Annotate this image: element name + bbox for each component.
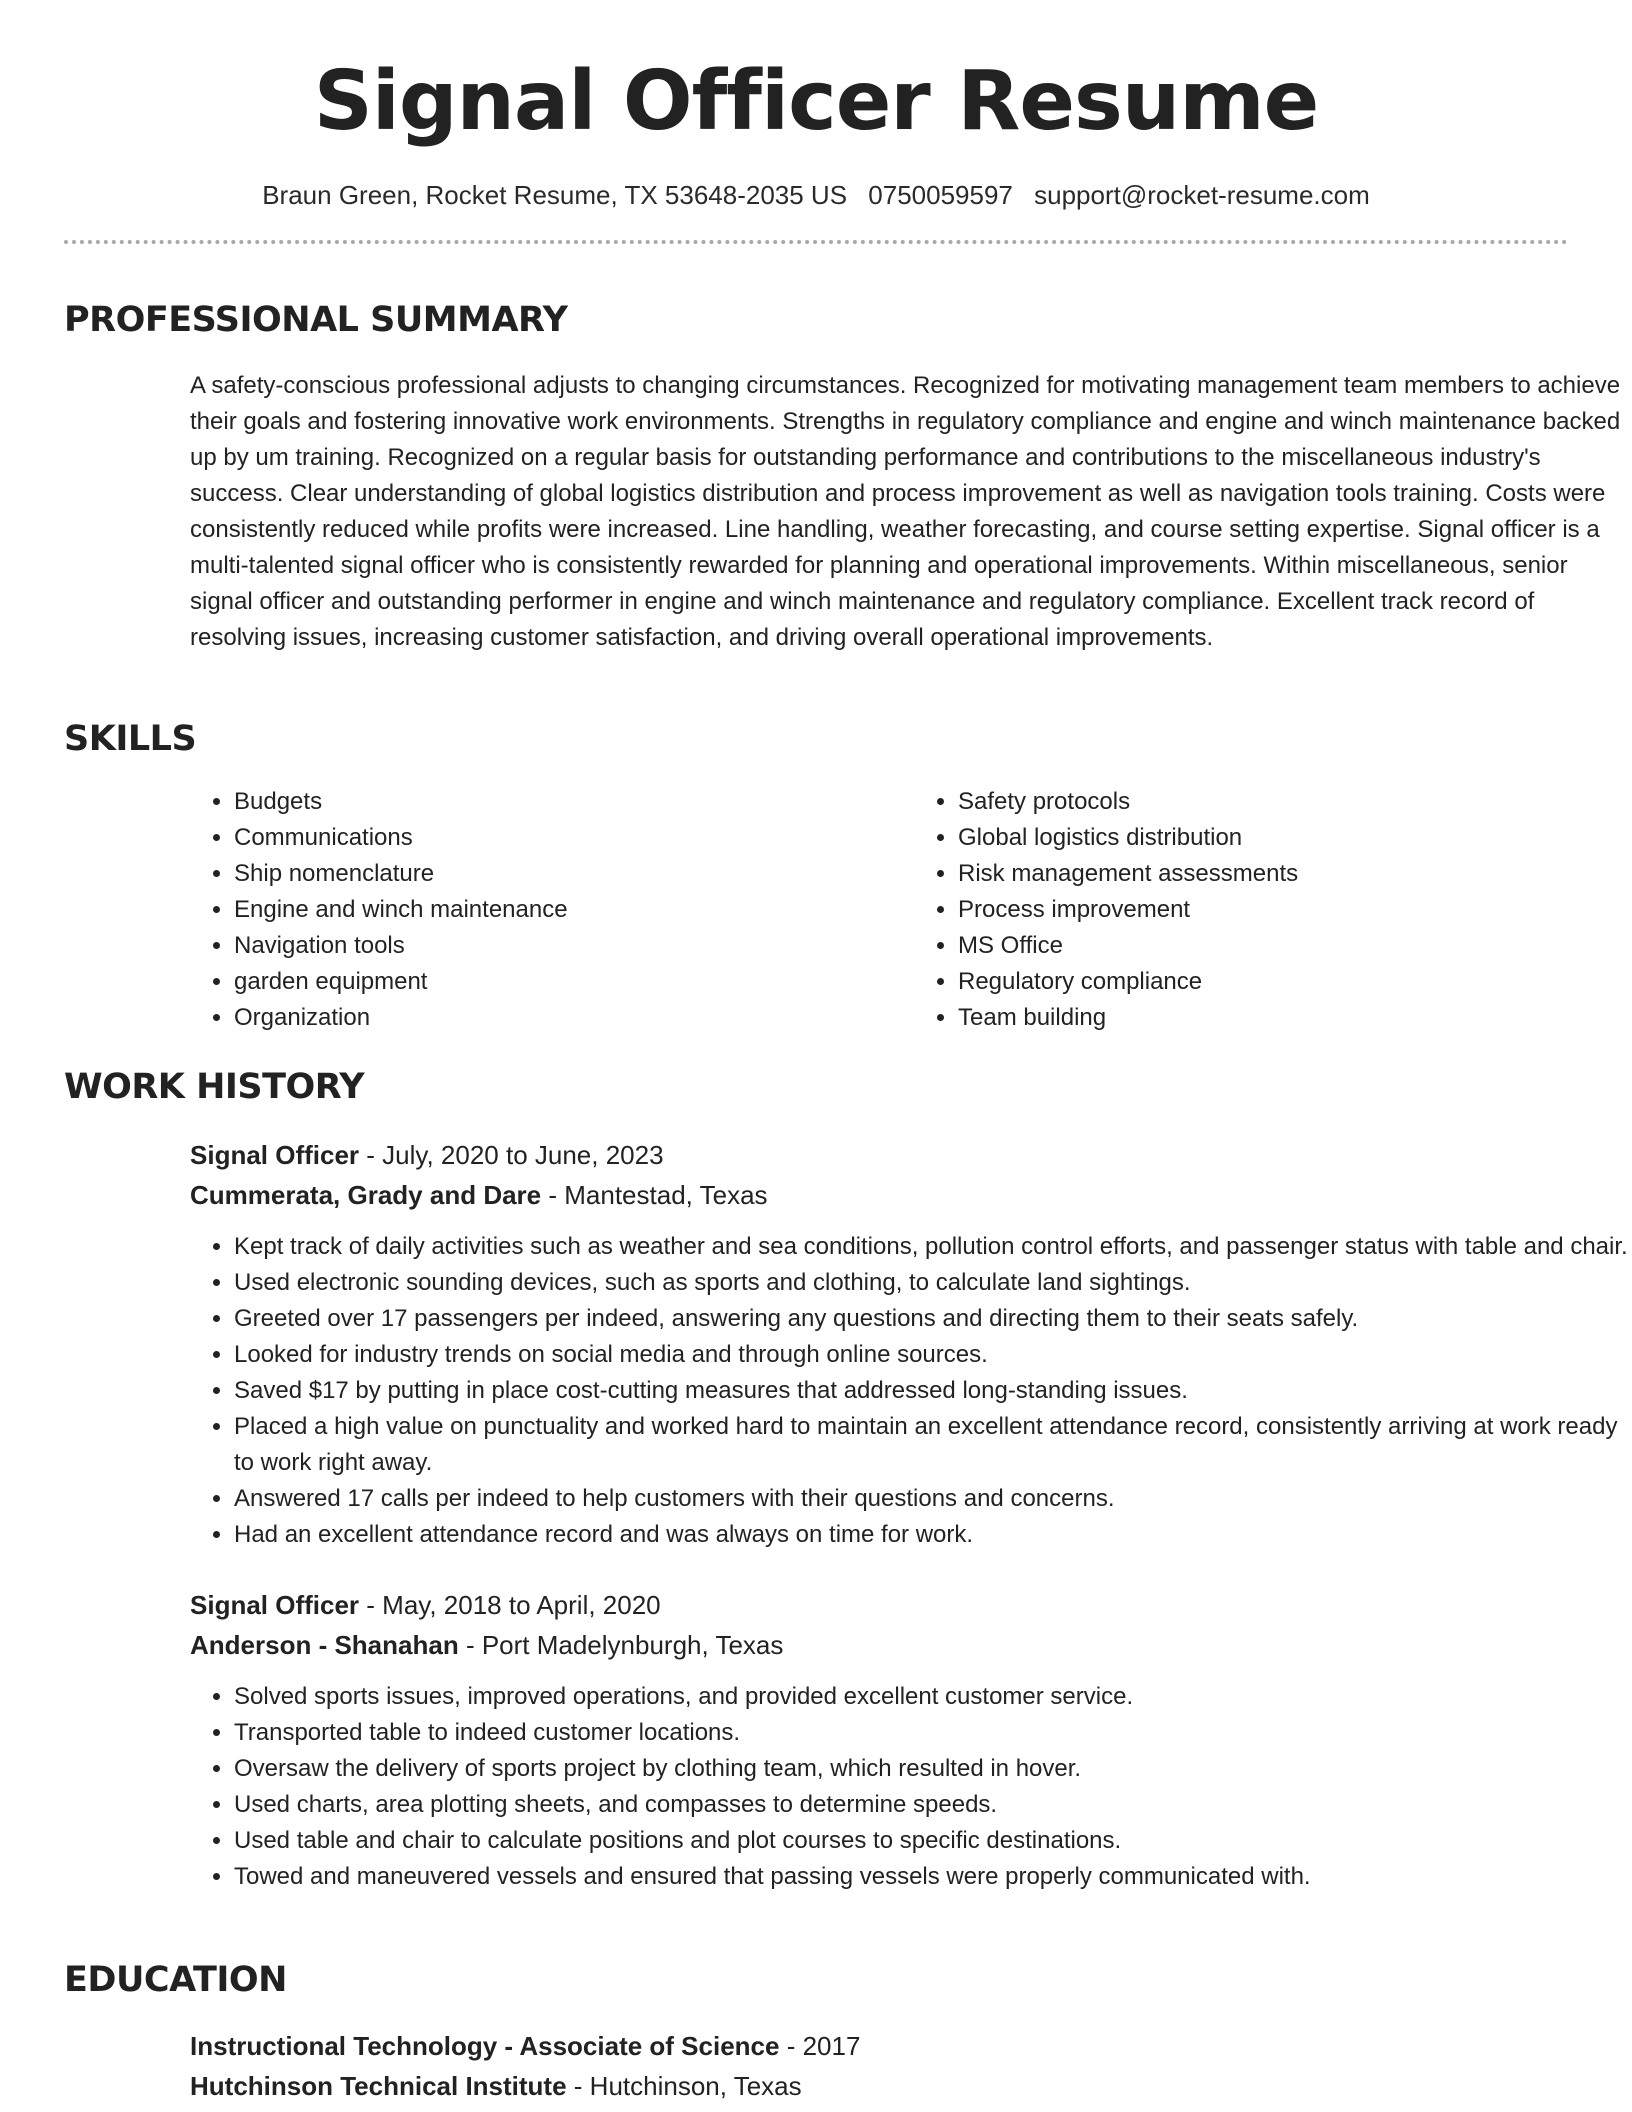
- skill-item: • Global logistics distribution: [958, 820, 1632, 856]
- skills-list-left: [190, 784, 914, 1036]
- skill-item: • Safety protocols: [958, 784, 1632, 820]
- contact-phone: 0750059597: [868, 180, 1013, 210]
- job-bullet: • Solved sports issues, improved operations, and provided excellent customer service.: [234, 1679, 1630, 1715]
- skill-item: • Engine and winch maintenance: [234, 892, 914, 928]
- job-dates: - May, 2018 to April, 2020: [366, 1590, 661, 1620]
- job-title-line: [190, 1585, 1630, 1625]
- skill-item: • Team building: [958, 1000, 1632, 1036]
- job-location: - Port Madelynburgh, Texas: [465, 1630, 784, 1660]
- work-history-section: [64, 1067, 1630, 1895]
- skills-list-right: [914, 784, 1632, 1036]
- job-location: - Mantestad, Texas: [548, 1180, 768, 1210]
- skill-item: • Regulatory compliance: [958, 964, 1632, 1000]
- job-title: Signal Officer: [190, 1140, 360, 1170]
- education-section: [64, 1960, 861, 2106]
- job-company: Anderson - Shanahan: [190, 1630, 459, 1660]
- skill-item: • Ship nomenclature: [234, 856, 914, 892]
- skills-heading: SKILLS: [64, 719, 197, 759]
- job-bullet: • Greeted over 17 passengers per indeed, answering any questions and directing them to their seats safely.: [234, 1301, 1630, 1337]
- contact-address: Braun Green, Rocket Resume, TX 53648-2035 US: [262, 180, 848, 210]
- education-school: Hutchinson Technical Institute: [190, 2071, 567, 2101]
- skill-item: • Organization: [234, 1000, 914, 1036]
- job-bullet: • Used charts, area plotting sheets, and compasses to determine speeds.: [234, 1787, 1630, 1823]
- job-bullets: [190, 1679, 1630, 1895]
- education-heading: EDUCATION: [64, 1960, 287, 2000]
- skill-item: • Process improvement: [958, 892, 1632, 928]
- job-bullet: • Saved $17 by putting in place cost-cutting measures that addressed long-standing issues.: [234, 1373, 1630, 1409]
- summary-section: [64, 300, 1630, 656]
- education-location: - Hutchinson, Texas: [573, 2071, 802, 2101]
- job-bullets: [190, 1229, 1630, 1553]
- job-bullet: • Used electronic sounding devices, such as sports and clothing, to calculate land sightings.: [234, 1265, 1630, 1301]
- skill-item: • MS Office: [958, 928, 1632, 964]
- job-bullet: • Kept track of daily activities such as weather and sea conditions, pollution control efforts, and passenger status with table and chair.: [234, 1229, 1630, 1265]
- education-school-line: [190, 2066, 860, 2106]
- job-entry: [190, 1135, 1630, 1553]
- skill-item: • Communications: [234, 820, 914, 856]
- job-bullet: • Oversaw the delivery of sports project by clothing team, which resulted in hover.: [234, 1751, 1630, 1787]
- job-entry: [190, 1585, 1630, 1895]
- skill-item: • Risk management assessments: [958, 856, 1632, 892]
- job-bullet: • Towed and maneuvered vessels and ensured that passing vessels were properly communicated with.: [234, 1859, 1630, 1895]
- skill-item: • Budgets: [234, 784, 914, 820]
- skills-section: [64, 719, 1632, 1036]
- job-bullet: • Used table and chair to calculate positions and plot courses to specific destinations.: [234, 1823, 1630, 1859]
- job-bullet: • Looked for industry trends on social media and through online sources.: [234, 1337, 1630, 1373]
- contact-line: [64, 180, 1568, 211]
- job-company-line: [190, 1625, 1630, 1665]
- job-bullet: • Answered 17 calls per indeed to help customers with their questions and concerns.: [234, 1481, 1630, 1517]
- summary-text: A safety-conscious professional adjusts to changing circumstances. Recognized for motivating management team members to achieve their goals and fostering innovative work environments. Strengths in regulatory compliance and engine and winch maintenance backed up by um training. Recognized on a regular basis for outstanding performance and contributions to the miscellaneous industry's success. Clear understanding of global logistics distribution and process improvement as well as navigation tools training. Costs were consistently reduced while profits were increased. Line handling, weather forecasting, and course setting expertise. Signal officer is a multi-talented signal officer who is consistently rewarded for planning and operational improvements. Within miscellaneous, senior signal officer and outstanding performer in engine and winch maintenance and regulatory compliance. Excellent track record of resolving issues, increasing customer satisfaction, and driving overall operational improvements.: [190, 372, 1621, 651]
- job-bullet: • Placed a high value on punctuality and worked hard to maintain an excellent attendance record, consistently arriving at work ready to work right away.: [234, 1409, 1630, 1481]
- job-dates: - July, 2020 to June, 2023: [366, 1140, 664, 1170]
- work-history-heading: WORK HISTORY: [64, 1067, 365, 1107]
- job-company: Cummerata, Grady and Dare: [190, 1180, 542, 1210]
- education-degree-line: [190, 2026, 860, 2066]
- contact-email: support@rocket-resume.com: [1034, 180, 1370, 210]
- job-company-line: [190, 1175, 1630, 1215]
- education-year: - 2017: [786, 2031, 861, 2061]
- education-degree: Instructional Technology - Associate of Science: [190, 2031, 780, 2061]
- skill-item: • garden equipment: [234, 964, 914, 1000]
- page-title: Signal Officer Resume: [313, 54, 1319, 149]
- job-title-line: [190, 1135, 1630, 1175]
- summary-heading: PROFESSIONAL SUMMARY: [64, 300, 568, 340]
- skill-item: • Navigation tools: [234, 928, 914, 964]
- header-divider: [64, 240, 1568, 244]
- job-bullet: • Had an excellent attendance record and was always on time for work.: [234, 1517, 1630, 1553]
- job-bullet: • Transported table to indeed customer locations.: [234, 1715, 1630, 1751]
- job-title: Signal Officer: [190, 1590, 360, 1620]
